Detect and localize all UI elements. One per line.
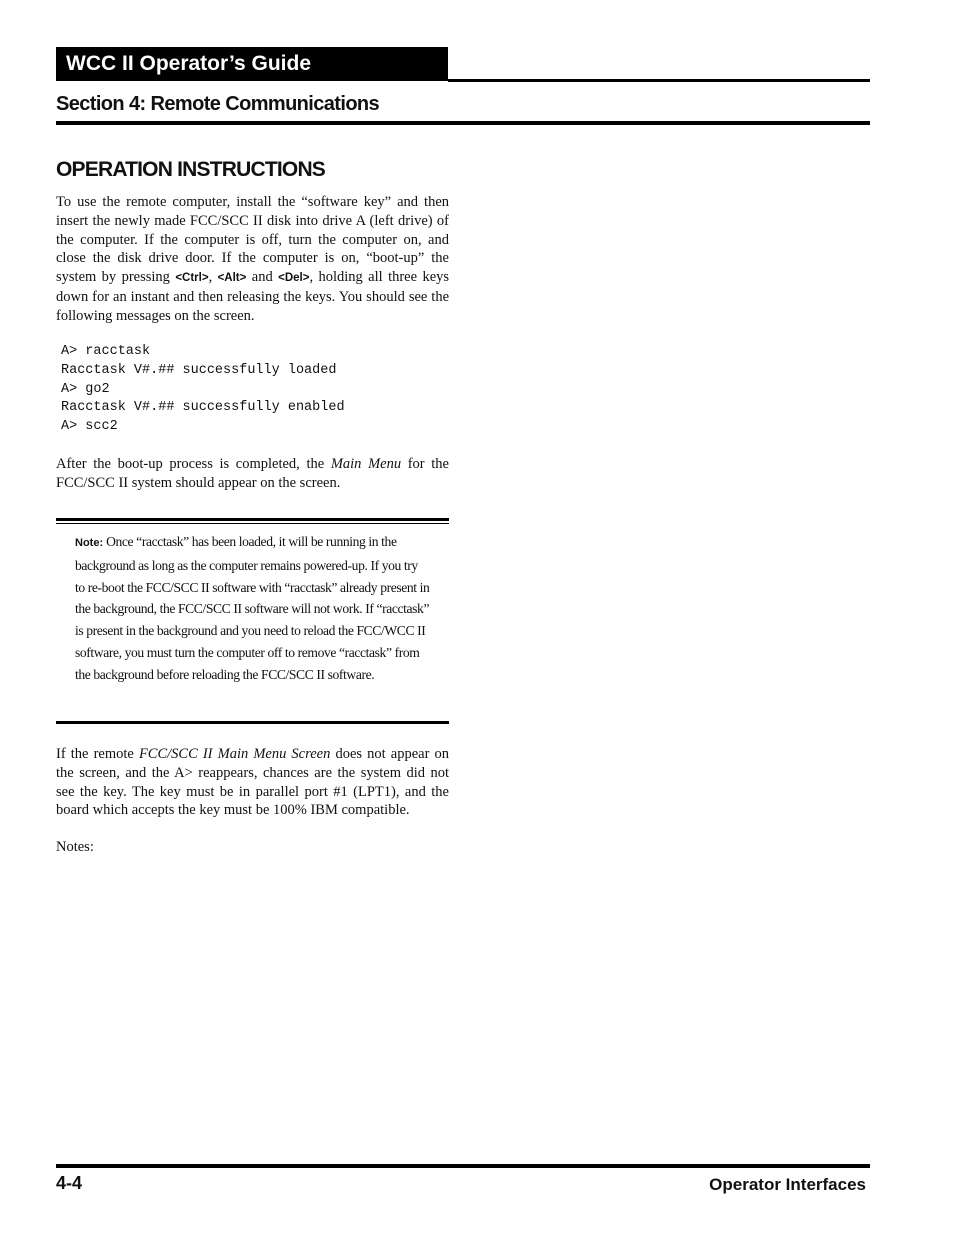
troubleshoot-text-1: If the remote [56,746,139,762]
boot-text-2: for the FCC/SCC II system should appear on the screen. [56,456,449,491]
note-rule-top-thick [56,518,449,521]
main-menu-screen-term: FCC/SCC II Main Menu Screen [138,746,331,762]
footer-chapter: Operator Interfaces [709,1175,866,1194]
intro-text-2: , holding all three keys down for an instant and then releasing the keys. You should see the following messages on the screen. [56,269,450,324]
boot-text-1: After the boot-up process is completed, the [56,456,331,472]
note-box [75,531,430,686]
footer-rule [56,1164,870,1168]
intro-sep-2: and [246,269,279,286]
ctrl-key: <Ctrl> [175,272,209,285]
console-line: A> scc2 [61,419,118,435]
note-rule-top-thin [56,523,449,524]
intro-paragraph [56,193,449,326]
del-key: <Del> [278,272,310,285]
intro-sep-1: , [208,269,218,286]
alt-key: <Alt> [217,272,247,285]
note-rule-bottom [56,721,449,724]
page-number: 4-4 [56,1173,83,1193]
main-menu-term: Main Menu [330,456,402,472]
console-line: A> racctask [61,344,151,359]
troubleshoot-paragraph [56,745,449,820]
guide-title-bar [56,47,448,81]
console-line: Racctask V#.## successfully loaded [61,362,337,378]
notes-label: Notes: [56,839,94,855]
section-title: Section 4: Remote Communications [56,93,380,115]
boot-complete-paragraph [56,455,449,493]
troubleshoot-text-2: does not appear on the screen, and the A> reappears, chances are the system did not see the key. The key must be in parallel port #1 (LPT1), and the board which accepts the key must be 100% IBM compatible. [56,746,450,819]
intro-text-1: To use the remote computer, install the “software key” and then insert the newly made FCC/SCC II disk into drive A (left drive) of the computer. If the computer is off, turn the computer on, and close the disk drive door. If the computer is on, “boot-up” the system by pressing [56,194,449,286]
header-rule-top [448,79,870,82]
header-rule-bottom [56,121,870,125]
guide-title: WCC II Operator’s Guide [66,52,312,75]
console-output [61,343,345,437]
note-label: Note: [75,537,104,549]
console-line: Racctask V#.## successfully enabled [61,400,345,416]
page-heading: OPERATION INSTRUCTIONS [56,158,326,181]
note-text: Once “racctask” has been loaded, it will be running in the background as long as the computer remains powered-up. If you try to re-boot the FCC/SCC II software with “racctask” already present in the background, the FCC/SCC II software will not work. If “racctask” is present in the background and you need to reload the FCC/WCC II software, you must turn the computer off to remove “racctask” from the background before reloading the FCC/SCC II software. [75,534,430,682]
console-line: A> go2 [61,381,110,397]
